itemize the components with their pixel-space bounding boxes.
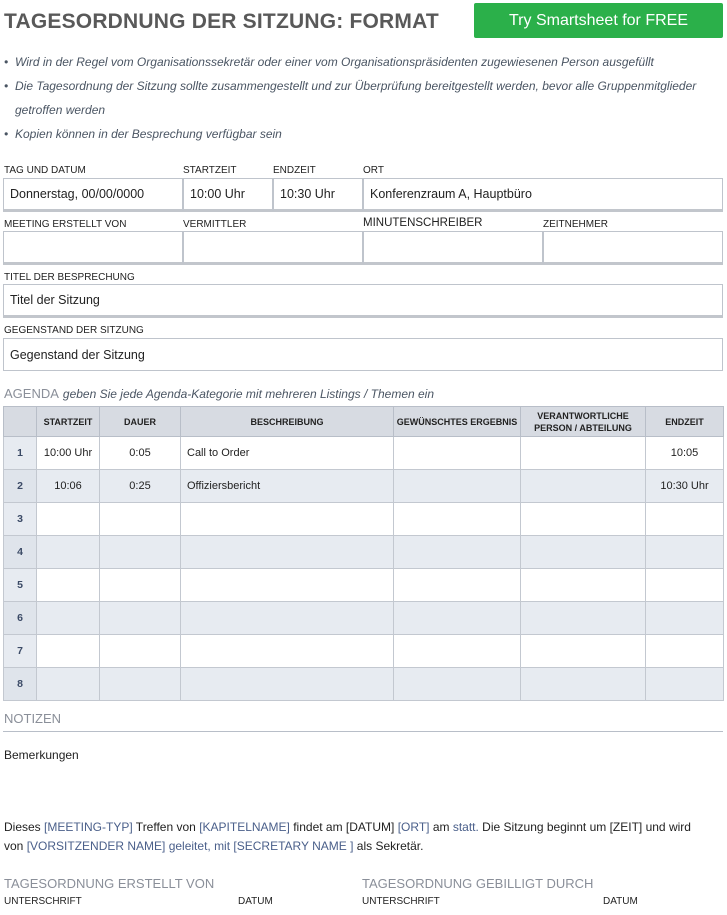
meeting-title-label: TITEL DER BESPRECHUNG [4,272,135,283]
instruction-text: Wird in der Regel vom Organisationssekretär oder einer vom Organisationspräsidenten zugewiesenen Person ausgefüllt [15,55,654,69]
agenda-row [4,635,724,668]
row-number: 2 [4,470,37,503]
description-cell[interactable] [181,602,394,635]
description-cell[interactable] [181,668,394,701]
duration-cell[interactable] [100,536,181,569]
person-cell[interactable] [521,668,646,701]
date-label: TAG UND DATUM [4,165,86,176]
duration-cell[interactable] [100,635,181,668]
created-by-signature-heading: TAGESORDNUNG ERSTELLT VON [4,876,215,891]
chapter-name-placeholder[interactable]: [KAPITELNAME] [199,820,290,834]
person-cell[interactable] [521,437,646,470]
meeting-title-field[interactable]: Titel der Sitzung [3,284,723,318]
result-cell[interactable] [394,569,521,602]
chair-secretary-placeholder[interactable]: [VORSITZENDER NAME] geleitet, mit [SECRETARY NAME ] [26,839,354,853]
approved-by-signature-heading: TAGESORDNUNG GEBILLIGT DURCH [362,876,594,891]
timekeeper-label: ZEITNEHMER [543,219,608,230]
try-smartsheet-button[interactable]: Try Smartsheet for FREE [474,3,723,38]
meeting-summary-paragraph [4,818,724,856]
description-cell[interactable]: Call to Order [181,437,394,470]
result-cell[interactable] [394,602,521,635]
approved-signature-label: UNTERSCHRIFT [362,896,440,907]
duration-cell[interactable] [100,569,181,602]
result-cell[interactable] [394,668,521,701]
row-number: 5 [4,569,37,602]
person-cell[interactable] [521,635,646,668]
start-time-cell[interactable] [37,602,100,635]
person-cell[interactable] [521,536,646,569]
end-time-cell[interactable] [646,569,724,602]
row-number: 1 [4,437,37,470]
instruction-text: Die Tagesordnung der Sitzung sollte zusammengestellt und zur Überprüfung bereitgestellt werden, bevor alle Gruppenmitglieder [15,79,697,93]
column-header-duration: DAUER [100,407,181,437]
created-by-label: MEETING ERSTELLT VON [4,219,127,230]
end-time-cell[interactable]: 10:05 [646,437,724,470]
instruction-text: Kopien können in der Besprechung verfügbar sein [15,127,282,141]
paragraph-text: Treffen von [132,820,200,834]
duration-cell[interactable] [100,602,181,635]
bullet-icon: • [4,55,9,69]
agenda-header-row [4,407,724,437]
result-cell[interactable] [394,536,521,569]
bullet-icon: • [4,127,9,141]
start-time-cell[interactable]: 10:06 [37,470,100,503]
person-cell[interactable] [521,569,646,602]
person-cell[interactable] [521,602,646,635]
paragraph-text: findet am [DATUM] [289,820,398,834]
created-signature-label: UNTERSCHRIFT [4,896,82,907]
notes-heading: NOTIZEN [4,711,62,726]
person-cell[interactable] [521,470,646,503]
notes-divider [3,731,723,732]
facilitator-label: VERMITTLER [183,219,247,230]
start-time-field[interactable]: 10:00 Uhr [183,178,273,212]
result-cell[interactable] [394,470,521,503]
meeting-type-placeholder[interactable]: [MEETING-TYP] [44,820,133,834]
row-number: 4 [4,536,37,569]
agenda-row [4,569,724,602]
location-field[interactable]: Konferenzraum A, Hauptbüro [363,178,723,212]
agenda-heading [4,386,434,401]
bullet-icon: • [4,79,9,93]
end-time-cell[interactable] [646,635,724,668]
minutes-taker-label: MINUTENSCHREIBER [363,217,483,229]
end-time-field[interactable]: 10:30 Uhr [273,178,363,212]
paragraph-text: als Sekretär. [353,839,424,853]
created-by-field[interactable] [3,231,183,265]
instruction-item [4,50,724,74]
row-number: 6 [4,602,37,635]
description-cell[interactable] [181,536,394,569]
end-time-cell[interactable] [646,602,724,635]
row-number: 7 [4,635,37,668]
agenda-row [4,602,724,635]
location-label: ORT [363,165,384,176]
start-time-cell[interactable] [37,536,100,569]
column-header-result: GEWÜNSCHTES ERGEBNIS [394,407,521,437]
result-cell[interactable] [394,635,521,668]
paragraph-text: Die Sitzung beginnt um [ZEIT] und wird [478,820,691,834]
instruction-text-continued: getroffen werden [15,103,106,117]
end-time-cell[interactable]: 10:30 Uhr [646,470,724,503]
facilitator-field[interactable] [183,231,363,265]
duration-cell[interactable]: 0:25 [100,470,181,503]
instruction-item [4,122,724,146]
meeting-subject-label: GEGENSTAND DER SITZUNG [4,325,144,336]
row-number: 3 [4,503,37,536]
person-cell[interactable] [521,503,646,536]
description-cell[interactable] [181,635,394,668]
start-time-cell[interactable] [37,668,100,701]
instruction-list [4,50,724,146]
column-header-number [4,407,37,437]
description-cell[interactable]: Offiziersbericht [181,470,394,503]
result-cell[interactable] [394,503,521,536]
meeting-subject-field[interactable]: Gegenstand der Sitzung [3,338,723,371]
duration-cell[interactable]: 0:05 [100,437,181,470]
agenda-row [4,503,724,536]
instruction-item [4,74,724,122]
agenda-heading-text: AGENDA [4,386,59,401]
approved-date-label: DATUM [603,896,638,907]
agenda-row [4,668,724,701]
agenda-table [3,406,724,701]
start-time-cell[interactable] [37,635,100,668]
paragraph-text: Dieses [4,820,45,834]
description-cell[interactable] [181,569,394,602]
column-header-person: VERANTWORTLICHE PERSON / ABTEILUNG [521,407,646,437]
paragraph-text: von [4,839,27,853]
end-time-label: ENDZEIT [273,165,316,176]
minutes-taker-field[interactable] [363,231,543,265]
agenda-row [4,536,724,569]
duration-cell[interactable] [100,503,181,536]
column-header-start: STARTZEIT [37,407,100,437]
page-title: TAGESORDNUNG DER SITZUNG: FORMAT [4,10,439,33]
end-time-cell[interactable] [646,536,724,569]
location-placeholder[interactable]: [ORT] [397,820,430,834]
agenda-row [4,437,724,470]
start-time-cell[interactable] [37,569,100,602]
start-time-label: STARTZEIT [183,165,237,176]
column-header-description: BESCHREIBUNG [181,407,394,437]
duration-cell[interactable] [100,668,181,701]
agenda-row [4,470,724,503]
end-time-cell[interactable] [646,668,724,701]
end-time-cell[interactable] [646,503,724,536]
remarks-text[interactable]: Bemerkungen [4,748,79,762]
date-field[interactable]: Donnerstag, 00/00/0000 [3,178,183,212]
result-cell[interactable] [394,437,521,470]
start-time-cell[interactable] [37,503,100,536]
paragraph-text: am [429,820,453,834]
row-number: 8 [4,668,37,701]
description-cell[interactable] [181,503,394,536]
start-time-cell[interactable]: 10:00 Uhr [37,437,100,470]
paragraph-placeholder-text: statt. [452,820,479,834]
created-date-label: DATUM [238,896,273,907]
column-header-end: ENDZEIT [646,407,724,437]
agenda-subheading: geben Sie jede Agenda-Kategorie mit mehreren Listings / Themen ein [62,387,435,401]
timekeeper-field[interactable] [543,231,723,265]
